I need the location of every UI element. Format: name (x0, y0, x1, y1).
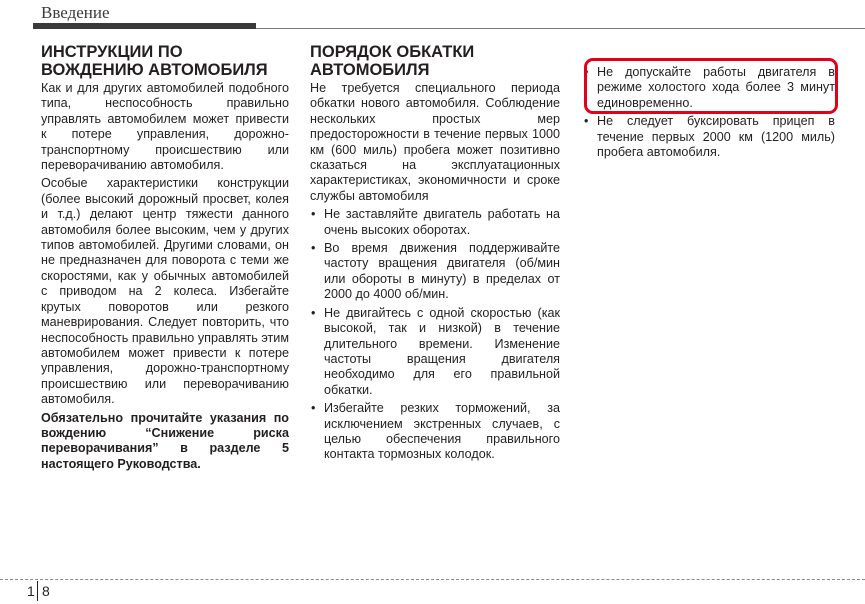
footer-dashed-rule (0, 579, 865, 580)
paragraph: Особые характеристики конструкции (более высокий дорожный просвет, колея и т.д.) делают центр тяжести данного автомобиля более высоким, чем у других типов автомобилей. Другими словами, он не предназначен для поворота с теми же скоростями, как у обычных автомобилей с приводом на 2 колеса. Избегайте крутых поворотов или резкого маневрирования. Следует повторить, что неспособность правильно управлять этим автомобилем может привести к потере управления, дорожно-транспортному происшествию или переворачиванию автомобиля. (41, 176, 289, 407)
section-title: Введение (41, 3, 110, 22)
paragraph: Как и для других автомобилей подобного типа, неспособность правильно управлять автомобилем может привести к потере управления, дорожно-транспортному происшествию или переворачиванию автомобиля. (41, 81, 289, 173)
list-item (583, 114, 835, 160)
page-number: 8 (42, 583, 50, 599)
list-item-text: Не двигайтесь с одной скоростью (как высокой, так и низкой) в течение длительного времени. Изменение частоты вращения двигателя необходимо для его правильной обкатки. (324, 305, 560, 397)
heading-break-in: ПОРЯДОК ОБКАТКИ АВТОМОБИЛЯ (310, 43, 475, 79)
page-section-number: 1 (27, 583, 35, 599)
header-rule (256, 28, 865, 29)
list-item (310, 401, 560, 463)
list-item-text: Не следует буксировать прицеп в течение первых 2000 км (1200 миль) пробега автомобиля. (597, 114, 835, 160)
bullet-icon: • (311, 207, 316, 222)
page-number-divider (37, 581, 38, 601)
list-item (310, 207, 560, 238)
break-in-list (310, 207, 560, 463)
paragraph-intro: Не требуется специального периода обкатки нового автомобиля. Соблюдение нескольких простых мер предосторожности в течение первых 1000 км (600 миль) пробега может позитивно сказаться на эксплуатационных характеристиках, экономичности и сроке службы автомобиля (310, 81, 560, 203)
list-item-text: Во время движения поддерживайте частоту вращения двигателя (об/мин или обороты в минуту) в пределах от 2000 до 4000 об/мин. (324, 241, 560, 302)
header-bar (33, 23, 256, 29)
list-item (310, 241, 560, 303)
list-item-text: Избегайте резких торможений, за исключением экстренных случаев, с целью обеспечения правильного контакта тормозных колодок. (324, 401, 560, 462)
heading-driving-instructions: ИНСТРУКЦИИ ПО ВОЖДЕНИЮ АВТОМОБИЛЯ (41, 43, 268, 79)
bullet-icon: • (311, 241, 316, 256)
bullet-icon: • (584, 114, 589, 129)
bullet-icon: • (311, 305, 316, 320)
list-item (310, 306, 560, 398)
bullet-icon: • (311, 401, 316, 416)
column-driving-instructions (41, 43, 289, 475)
red-highlight-annotation (584, 58, 838, 114)
list-item-text: Не допускайте работы двигателя в режиме холостого хода более 3 минут единовременно. (597, 65, 835, 110)
bullet-icon: • (584, 65, 589, 79)
paragraph-warning: Обязательно прочитайте указания по вождению “Снижение риска переворачивания” в разделе 5 настоящего Руководства. (41, 410, 289, 471)
column-break-in (310, 43, 560, 466)
list-item-text: Не заставляйте двигатель работать на очень высоких оборотах. (324, 207, 560, 237)
